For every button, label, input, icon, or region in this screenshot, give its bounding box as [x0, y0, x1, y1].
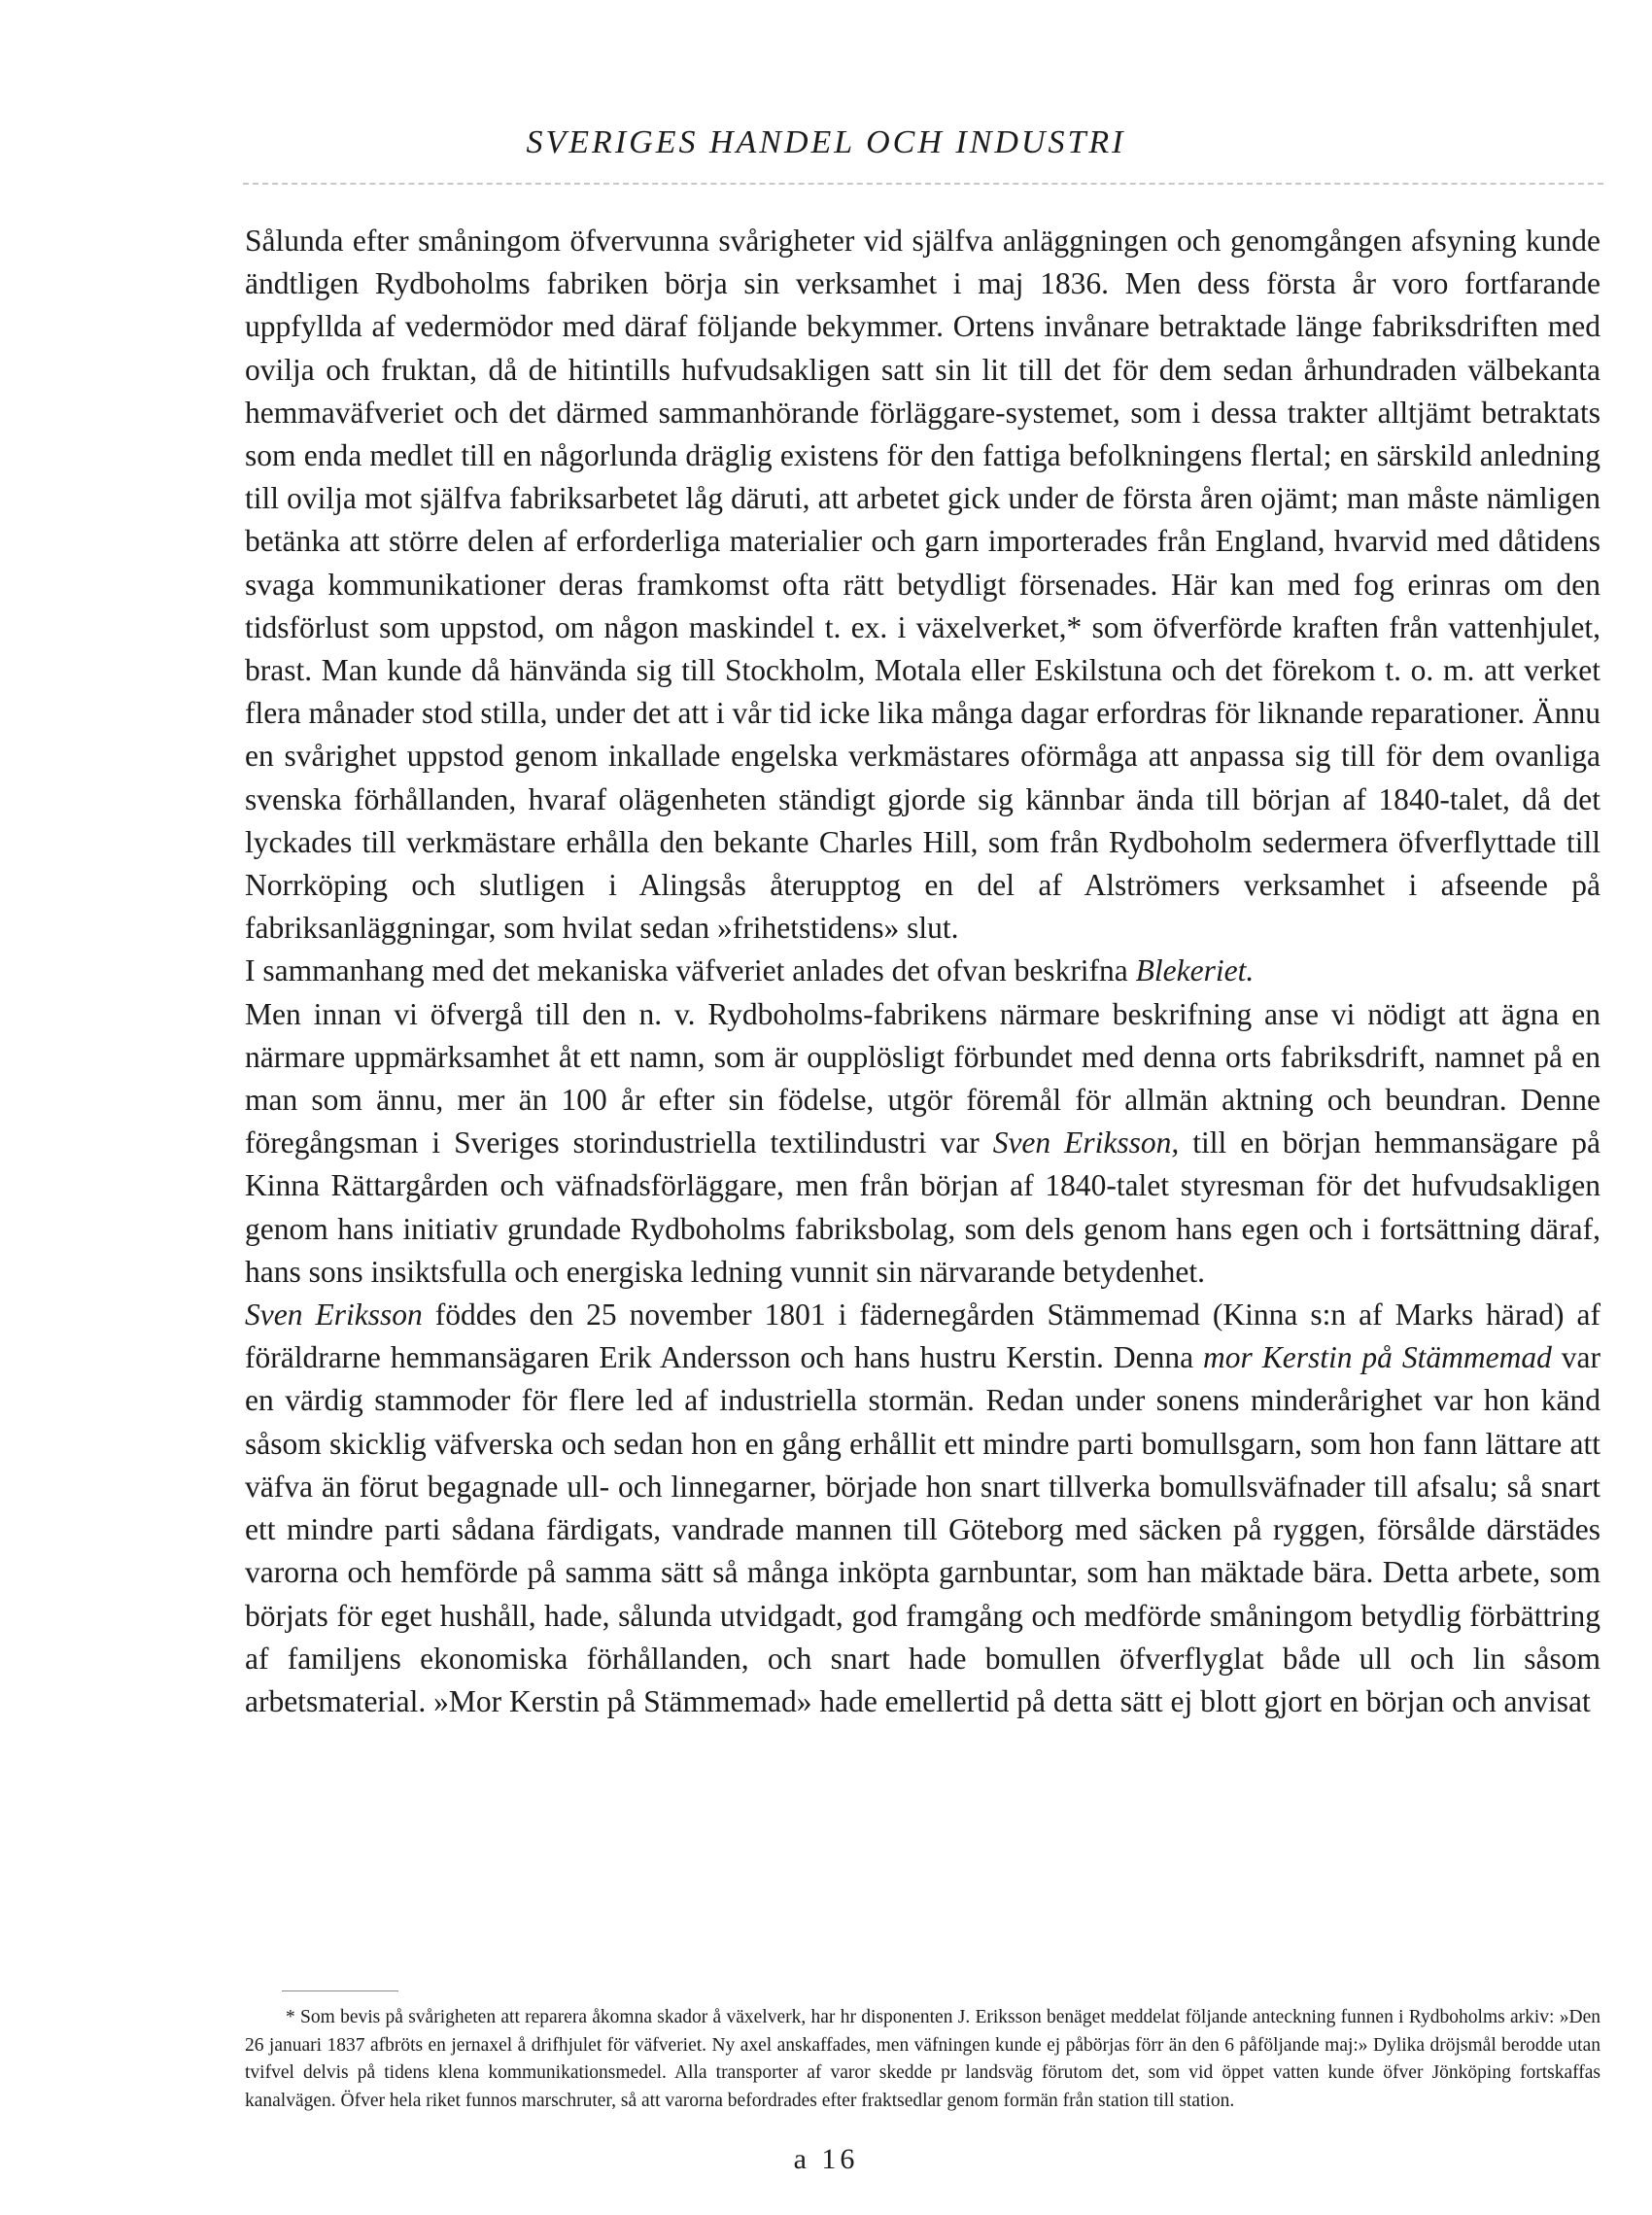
paragraph-2-emphasis: Blekeriet. — [1135, 953, 1255, 988]
paragraph-2-text: I sammanhang med det mekaniska väfveriet anlades det ofvan beskrifna — [245, 953, 1136, 988]
paragraph-4 — [245, 1294, 1600, 1723]
footnote-rule — [282, 1990, 398, 1991]
header-rule — [243, 183, 1603, 185]
paragraph-4-text-a: föddes den 25 november 1801 i fädernegården Stämmemad (Kinna s:n af Marks härad) af föräldrarne hemmansägaren Erik Andersson och hans hustru Kerstin. Denna — [245, 1298, 1600, 1375]
running-head: SVERIGES HANDEL OCH INDUSTRI — [526, 124, 1126, 160]
paragraph-4-emphasis-name: Sven Eriksson — [245, 1298, 423, 1332]
paragraph-3-text-a: Men innan vi öfvergå till den n. v. Rydboholms-fabrikens närmare beskrifning anse vi nödigt att ägna en närmare uppmärksamhet åt ett namn, som är oupplösligt förbundet med denna orts fabriksdrift, namnet på en man som ännu, mer än 100 år efter sin födelse, utgör föremål för allmän aktning och beundran. Denne föregångsman i Sveriges storindustriella textilindustri var — [245, 996, 1600, 1160]
paragraph-3-text-b: till en början hemmansägare på Kinna Rättargården och väfnadsförläggare, men från början af 1840-talet styresman för det hufvudsakligen genom hans initiativ grundade Rydboholms fabriksbolag, som dels genom hans egen och i fortsättning däraf, hans sons insiktsfulla och energiska ledning vunnit sin närvarande betydenhet. — [245, 1125, 1600, 1289]
paragraph-4-text-b: var en värdig stammoder för flere led af industriella stormän. Redan under sonens minderårighet var hon känd såsom skicklig väfverska och sedan hon en gång erhållit ett mindre parti bomullsgarn, som hon fann lättare att väfva än förut begagnade ull- och linnegarner, började hon snart tillverka bomullsväfnader till afsalu; så snart ett mindre parti sådana färdigats, vandrade mannen till Göteborg med säcken på ryggen, försålde därstädes varorna och hemförde på samma sätt så många inköpta garnbuntar, som han mäktade bära. Detta arbete, som börjats för eget hushåll, hade, sålunda utvidgadt, god framgång och medförde småningom betydlig förbättring af familjens ekonomiska förhållanden, och snart hade bomullen öfverflyglat både ull och lin såsom arbetsmaterial. »Mor Kerstin på Stämmemad» hade emellertid på detta sätt ej blott gjort en början och anvisat — [245, 1340, 1600, 1718]
paragraph-1: Sålunda efter småningom öfvervunna svårigheter vid själfva anläggningen och genomgången afsyning kunde ändtligen Rydboholms fabriken börja sin verksamhet i maj 1836. Men dess första år voro fortfarande uppfyllda af vedermödor med däraf följande bekymmer. Ortens invånare betraktade länge fabriksdriften med ovilja och fruktan, då de hitintills hufvudsakligen satt sin lit till det för dem sedan århundraden välbekanta hemmaväfveriet och det därmed sammanhörande förläggare-systemet, som i dessa trakter alltjämt betraktats som enda medlet till en någorlunda dräglig existens för den fattiga befolkningens flertal; en särskild anledning till ovilja mot själfva fabriksarbetet låg däruti, att arbetet gick under de första åren ojämt; man måste nämligen betänka att större delen af erforderliga materialier och garn importerades från England, hvarvid med dåtidens svaga kommunikationer deras framkomst ofta rätt betydligt försenades. Här kan med fog erinras om den tidsförlust som uppstod, om någon maskindel t. ex. i växelverket,* som öfverförde kraften från vattenhjulet, brast. Man kunde då hänvända sig till Stockholm, Motala eller Eskilstuna och det förekom t. o. m. att verket flera månader stod stilla, under det att i vår tid icke lika många dagar erfordras för liknande reparationer. Ännu en svårighet uppstod genom inkallade engelska verkmästares oförmåga att anpassa sig till för dem ovanliga svenska förhållanden, hvaraf olägenheten ständigt gjorde sig kännbar ända till början af 1840-talet, då det lyckades till verkmästare erhålla den bekante Charles Hill, som från Rydboholm sedermera öfverflyttade till Norrköping och slutligen i Alingsås återupptog en del af Alströmers verksamhet i afseende på fabriksanläggningar, som hvilat sedan »frihetstidens» slut. — [245, 224, 1600, 946]
paragraph-3-emphasis: Sven Eriksson, — [992, 1125, 1180, 1160]
page-number: a 16 — [793, 2143, 859, 2175]
paragraph-2 — [245, 950, 1600, 992]
body-text — [245, 220, 1600, 1723]
footnote: * Som bevis på svårigheten att reparera åkomna skador å växelverk, har hr disponenten J. Eriksson benäget meddelat följande anteckning funnen i Rydboholms arkiv: »Den 26 januari 1837 afbröts en jernaxel å drifhjulet för väfveriet. Ny axel anskaffades, men väfningen kunde ej påbörjas förr än den 6 påföljande maj:» Dylika dröjsmål berodde utan tvifvel delvis på tidens klena kommunikationsmedel. Alla transporter af varor skedde pr landsväg förutom det, som vid öppet vatten kunde öfver Jönköping fortskaffas kanalvägen. Öfver hela riket funnos marschruter, så att varorna befordrades efter fraktsedlar genom formän från station till station. — [245, 2007, 1600, 2111]
paragraph-4-emphasis-mor: mor Kerstin på Stämmemad — [1203, 1340, 1552, 1375]
paragraph-3 — [245, 993, 1600, 1294]
